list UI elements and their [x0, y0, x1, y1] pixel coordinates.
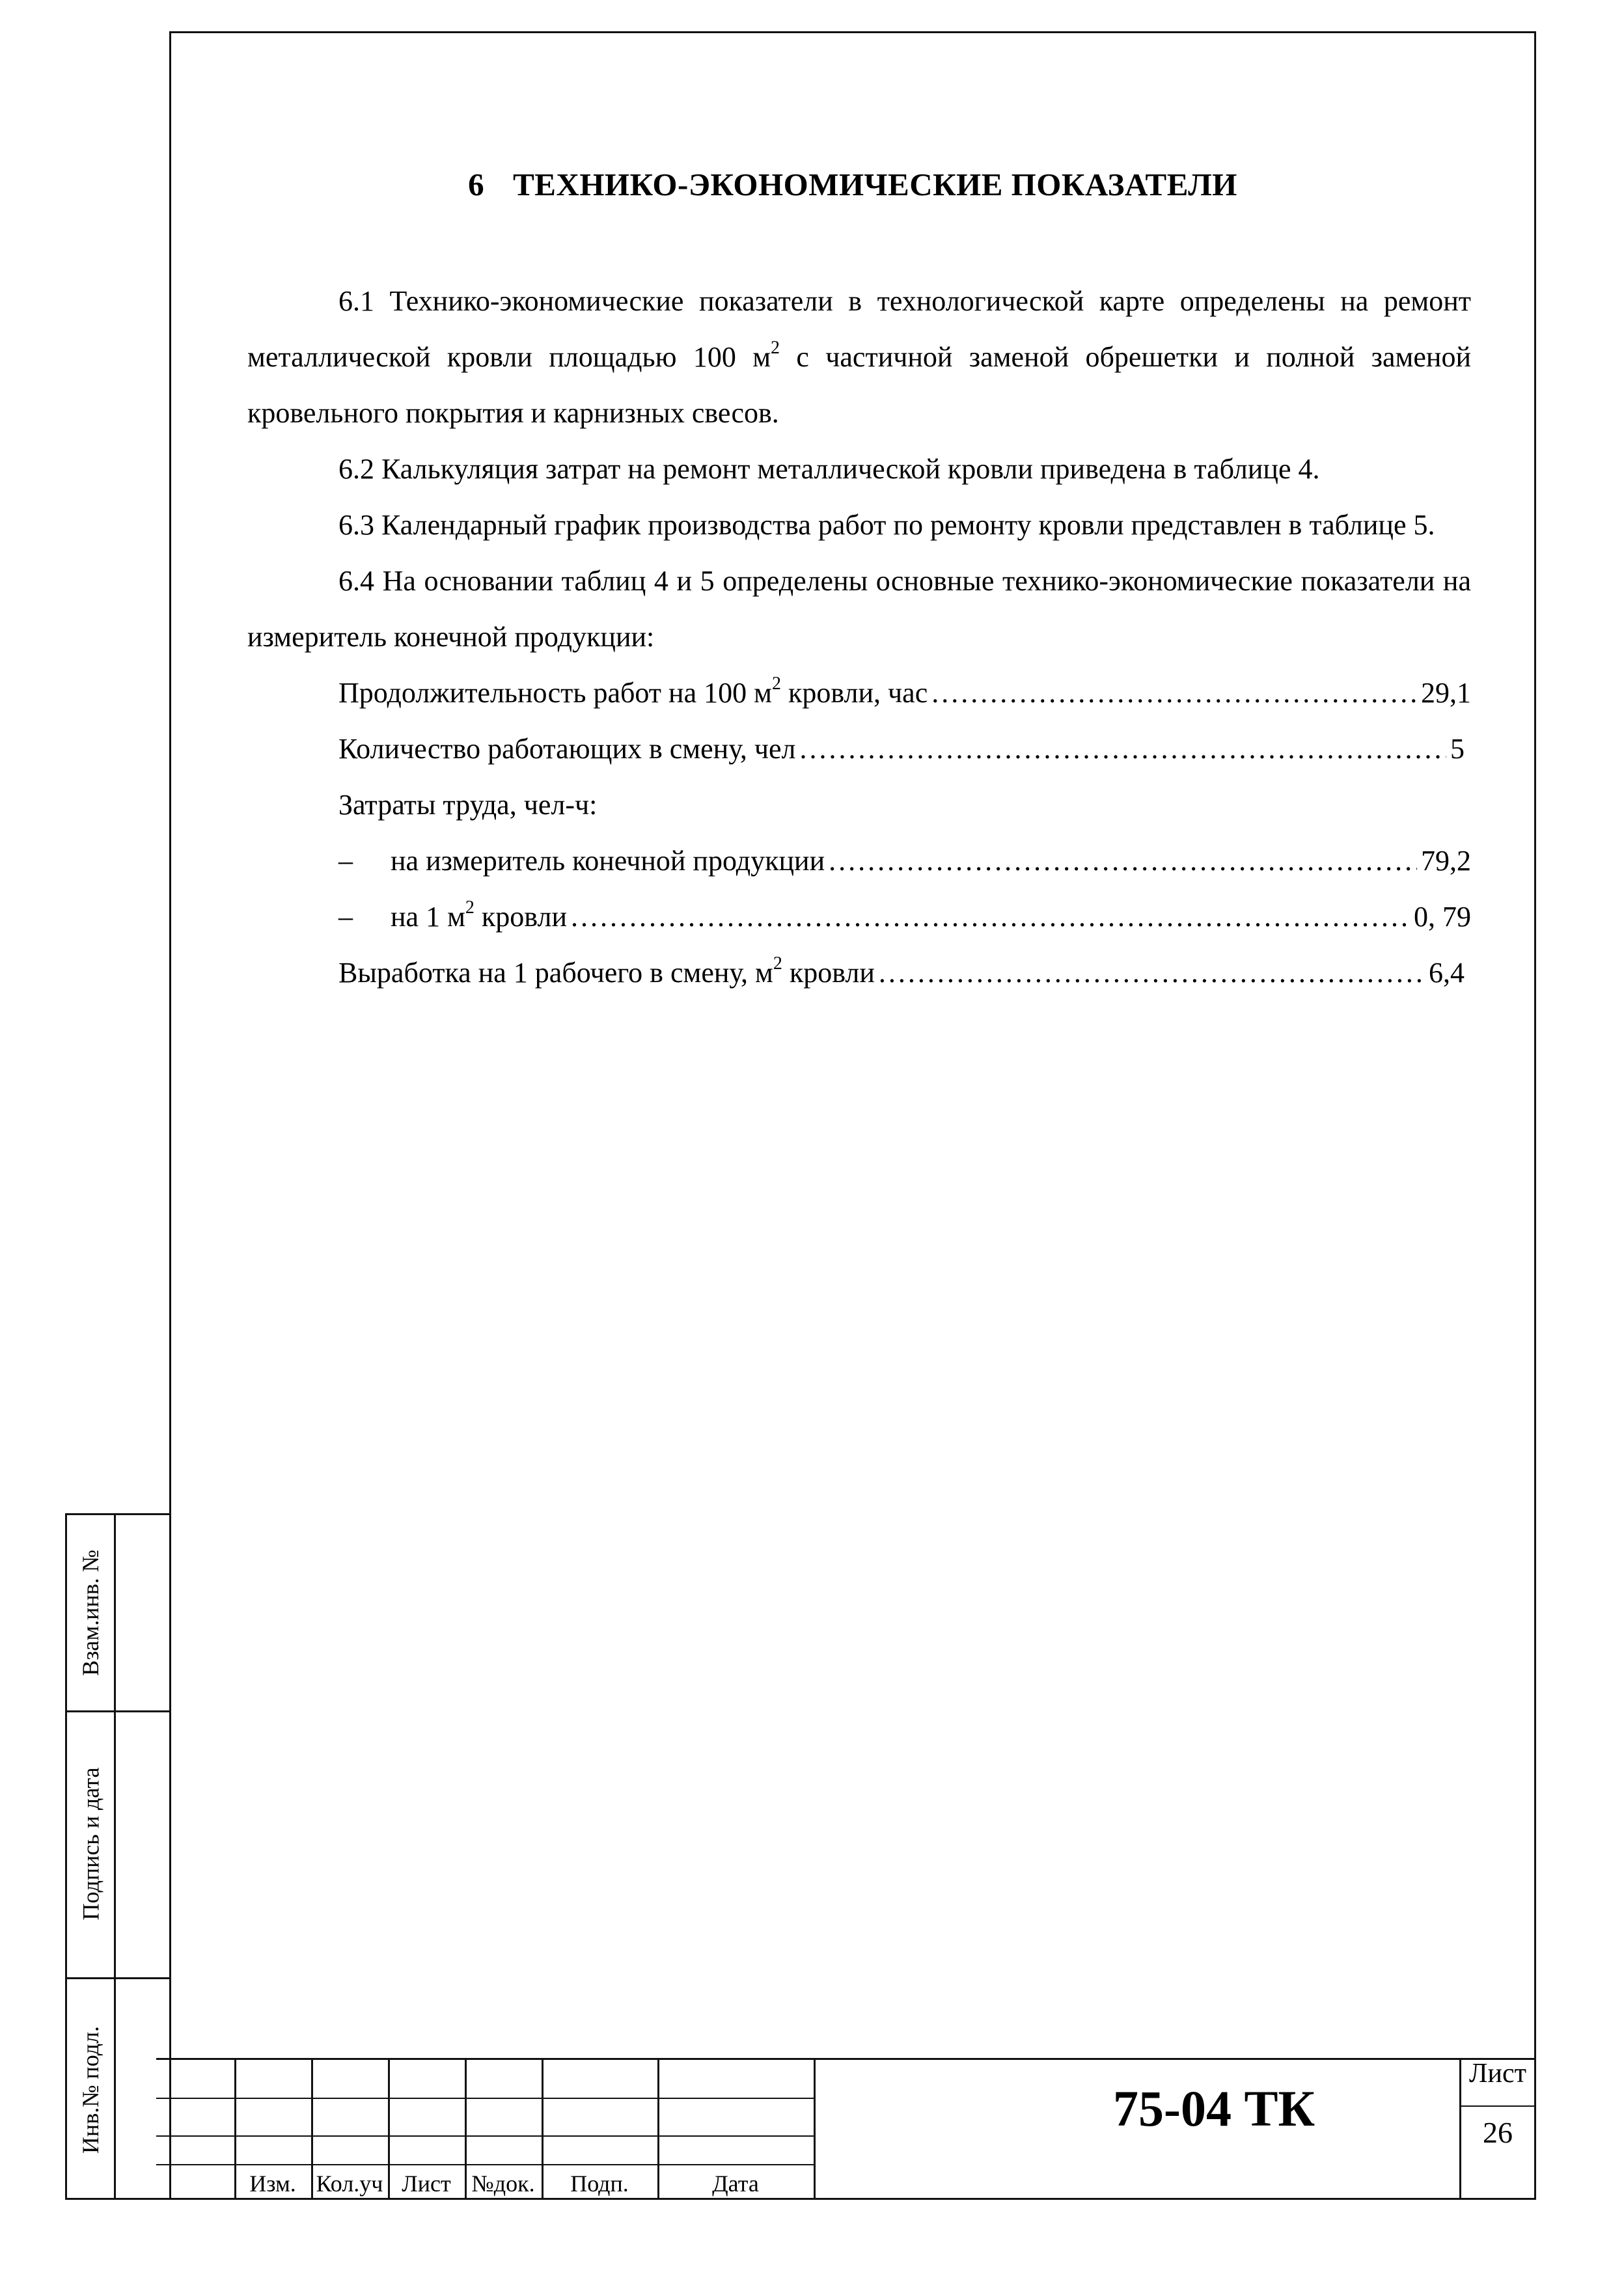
indicator-value: 6,4	[1429, 957, 1465, 989]
indicator-duration	[338, 665, 1471, 721]
paragraph-6-2: 6.2 Калькуляция затрат на ремонт металлической кровли приведена в таблице 4.	[338, 453, 1320, 485]
indicator-label: на измеритель конечной продукции	[391, 845, 825, 877]
indicator-label: Выработка на 1 рабочего в смену, $м^2$ кровли	[338, 953, 875, 989]
labor-heading: Затраты труда, чел-ч:	[338, 789, 598, 821]
paragraph-6-1	[247, 273, 1471, 441]
section-number: 6	[468, 167, 485, 202]
paragraph-6-3: 6.3 Календарный график производства работ по ремонту кровли представлен в таблице 5.	[338, 509, 1435, 541]
indicator-workers	[338, 721, 1465, 777]
title-block-col-podp: Подп.	[570, 2171, 629, 2197]
paragraph-6-1-text: 6.1 Технико-экономические показатели в технологической карте определены на ремонт металлической кровли площадью 100 м	[247, 285, 1471, 373]
indicator-label: на 1 $м^2$ кровли	[391, 898, 567, 933]
paragraph-6-1-end: с частичной заменой обрешетки и полной заменой кровельного покрытия и карнизных свесов.	[247, 341, 1471, 429]
title-block-col-kol: Кол.уч	[316, 2171, 383, 2197]
indicator-label: Количество работающих в смену, чел	[338, 733, 796, 765]
list-dash: –	[338, 845, 353, 877]
title-block-col-list: Лист	[402, 2171, 451, 2197]
side-stamp-vzam: Взам.инв. №	[77, 1550, 103, 1676]
indicator-labor-m2	[338, 889, 1471, 945]
paragraph-6-4: 6.4 На основании таблиц 4 и 5 определены основные технико-экономические показатели на измеритель конечной продукции:	[247, 565, 1471, 653]
indicator-value: 5	[1450, 733, 1465, 765]
dot-leader	[829, 833, 1417, 889]
document-code: 75-04 ТК	[1112, 2080, 1315, 2137]
title-block-col-data: Дата	[712, 2171, 759, 2197]
indicator-value: 0, 79	[1414, 901, 1471, 933]
section-body	[247, 273, 1471, 1001]
dot-leader	[799, 721, 1446, 777]
dot-leader	[931, 665, 1417, 721]
side-stamp-podpis: Подпись и дата	[77, 1767, 104, 1921]
dot-leader	[879, 945, 1425, 1001]
indicator-labor-unit	[338, 833, 1471, 889]
section-heading	[169, 166, 1536, 203]
side-stamp-inv: Инв.№ подл.	[77, 2025, 103, 2154]
indicator-label: Продолжительность работ на 100 $м^2$ кровли, час	[338, 674, 928, 709]
indicator-value: 79,2	[1421, 845, 1471, 877]
superscript: 2	[771, 338, 780, 359]
indicator-value: 29,1	[1421, 677, 1471, 709]
sheet-label: Лист	[1469, 2059, 1526, 2089]
section-title: ТЕХНИКО-ЭКОНОМИЧЕСКИЕ ПОКАЗАТЕЛИ	[513, 167, 1237, 202]
title-block-col-ndoc: №док.	[471, 2171, 535, 2197]
indicator-output	[338, 945, 1465, 1001]
side-stamp	[65, 1513, 169, 2200]
dot-leader	[571, 889, 1410, 945]
sheet-number: 26	[1483, 2116, 1513, 2149]
title-block-col-izm: Изм.	[249, 2171, 296, 2197]
list-dash: –	[338, 901, 353, 933]
